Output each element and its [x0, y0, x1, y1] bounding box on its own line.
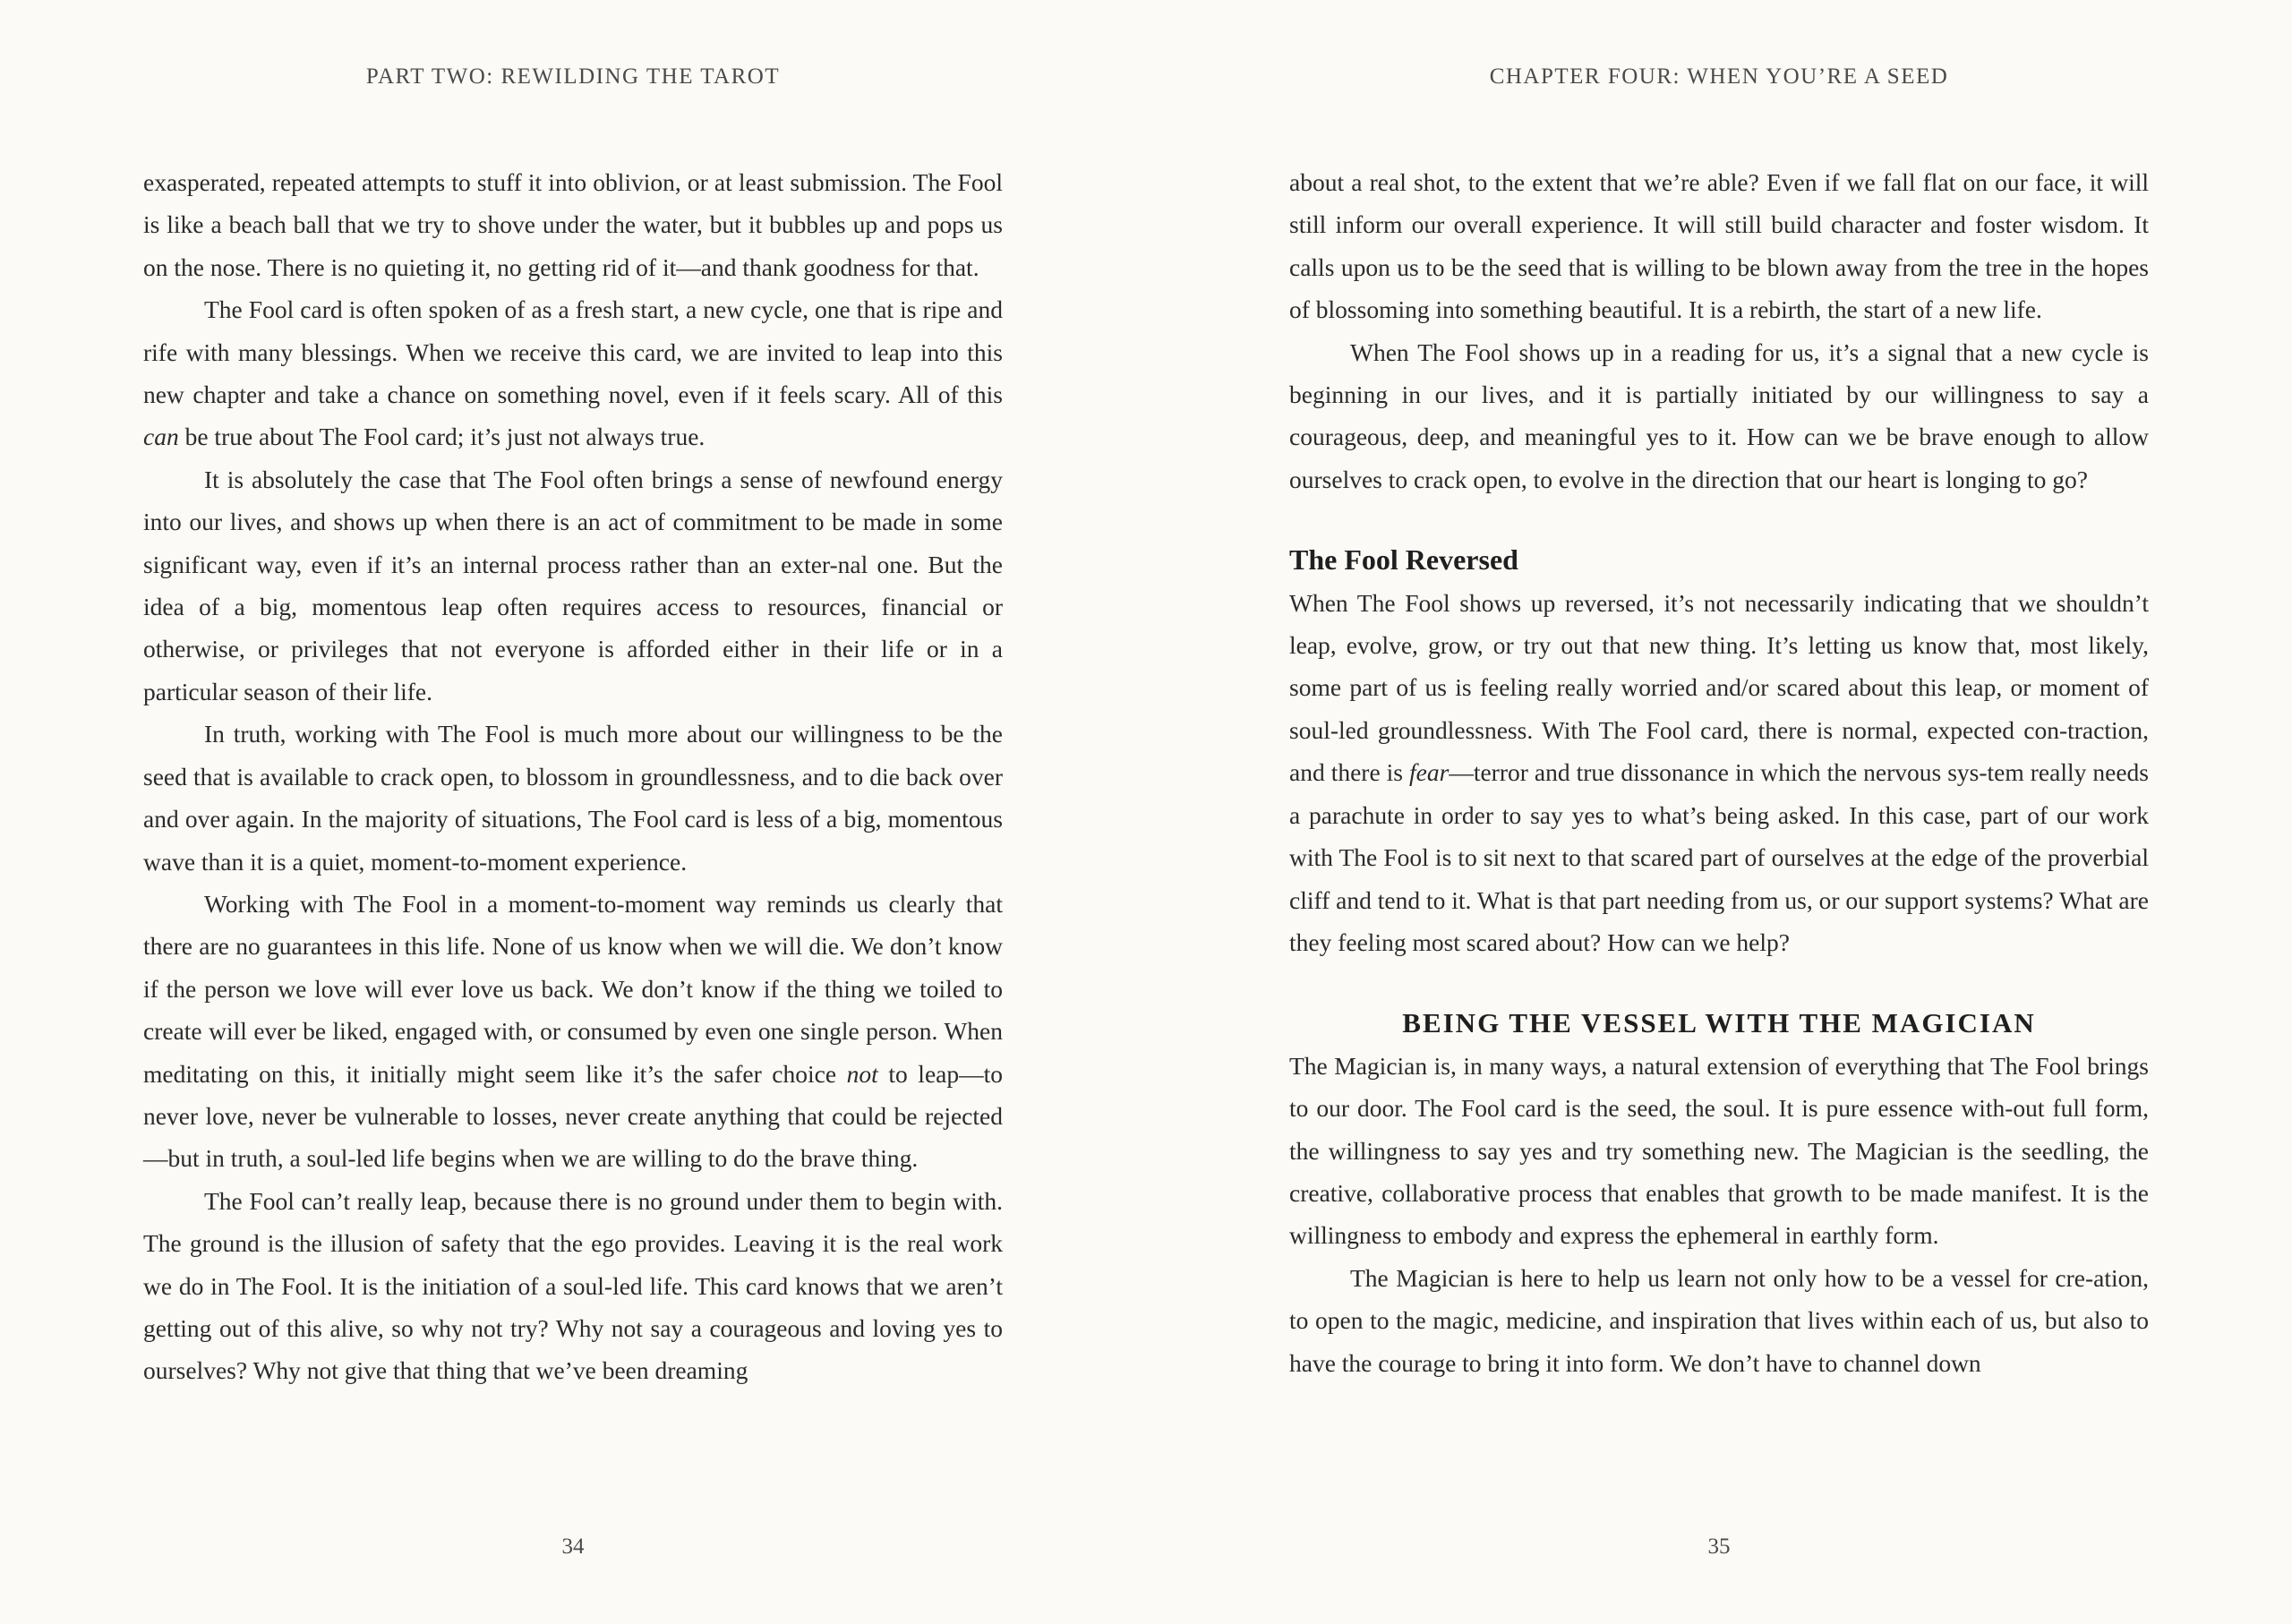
paragraph: The Fool can’t really leap, because there is no ground under them to begin with. The ground is the illusion of safety that the ego provides. Leaving it is the real work we do in The Fool. It is the initiation of a soul-led life. This card knows that we aren’t getting out of this alive, so why not try? Why not say a courageous and loving yes to ourselves? Why not give that thing that we’ve been dreaming: [143, 1186, 1003, 1385]
page-number: 34: [561, 1534, 585, 1559]
subheading: The Fool Reversed: [1289, 543, 1518, 577]
paragraph: When The Fool shows up in a reading for us, it’s a signal that a new cycle is beginning in our lives, and it is partially initiated by our willingness to say a courageous, deep, and meaningful yes to it. How can we be brave enough to allow ourselves to crack open, to evolve in the direction that our heart is longing to go?: [1289, 338, 2149, 493]
running-head: CHAPTER FOUR: WHEN YOU’RE A SEED: [1489, 64, 1949, 89]
right-page: [1146, 0, 2292, 1624]
body-text: [143, 161, 1003, 1392]
paragraph: exasperated, repeated attempts to stuff it into oblivion, or at least submission. The Fool is like a beach ball that we try to shove under the water, but it bubbles up and pops us on the nose. There is no quieting it, no getting rid of it—and thank goodness for that.: [143, 168, 1003, 281]
emphasis: fear: [1409, 758, 1450, 787]
paragraph: about a real shot, to the extent that we’re able? Even if we fall flat on our face, it will still inform our overall experience. It will still build character and foster wisdom. It calls upon us to be the seed that is willing to be blown away from the tree in the hopes of blossoming into something beautiful. It is a rebirth, the start of a new life.: [1289, 168, 2149, 324]
section-title: BEING THE VESSEL WITH THE MAGICIAN: [1402, 1007, 2036, 1039]
paragraph: It is absolutely the case that The Fool often brings a sense of newfound energy into our lives, and shows up when there is an act of commitment to be made in some significant way, even if it’s an internal process rather than an exter-nal one. But the idea of a big, momentous leap often requires access to resources, financial or otherwise, or privileges that not everyone is afforded either in their life or in a particular season of their life.: [143, 465, 1003, 705]
page-number: 35: [1707, 1534, 1731, 1559]
paragraph: The Magician is here to help us learn not only how to be a vessel for cre-ation, to open to the magic, medicine, and inspiration that lives within each of us, but also to have the courage to bring it into form. We don’t have to channel down: [1289, 1263, 2149, 1377]
paragraph: The Magician is, in many ways, a natural extension of everything that The Fool brings to our door. The Fool card is the seed, the soul. It is pure essence with-out full form, the willingness to say yes and try something new. The Magician is the seedling, the creative, collaborative process that enables that growth to be made manifest. It is the willingness to embody and express the ephemeral in earthly form.: [1289, 1051, 2149, 1250]
emphasis: not: [846, 1059, 878, 1088]
paragraph: When The Fool shows up reversed, it’s not necessarily indicating that we shouldn’t leap, evolve, grow, or try out that new thing. It’s letting us know that, most likely, some part of us is feeling really worried and/or scared about this leap, or moment of soul-led groundlessness. With The Fool card, there is normal, expected con-traction, and there is fear—terror and true dissonance in which the nervous sys-tem really needs a parachute in order to say yes to what’s being asked. In this case, part of our work with The Fool is to sit next to that scared part of ourselves at the edge of the proverbial cliff and tend to it. What is that part needing from us, or our support systems? What are they feeling most scared about? How can we help?: [1289, 588, 2149, 956]
running-head: PART TWO: REWILDING THE TAROT: [365, 64, 781, 89]
paragraph: In truth, working with The Fool is much more about our willingness to be the seed that is available to crack open, to blossom in groundlessness, and to die back over and over again. In the majority of situations, The Fool card is less of a big, momentous wave than it is a quiet, moment-to-moment experience.: [143, 720, 1003, 876]
paragraph: Working with The Fool in a moment-to-moment way reminds us clearly that there are no guarantees in this life. None of us know when we will die. We don’t know if the person we love will ever love us back. We don’t know if the thing we toiled to create will ever be liked, engaged with, or consumed by even one single person. When meditating on this, it initially might seem like it’s the safer choice not to leap—to never love, never be vulnerable to losses, never create anything that could be rejected—but in truth, a soul-led life begins when we are willing to do the brave thing.: [143, 889, 1003, 1173]
paragraph: The Fool card is often spoken of as a fresh start, a new cycle, one that is ripe and rife with many blessings. When we receive this card, we are invited to leap into this new chapter and take a chance on something novel, even if it feels scary. All of this can be true about The Fool card; it’s just not always true.: [143, 295, 1003, 451]
body-text: [1289, 161, 2149, 1384]
emphasis: can: [143, 423, 179, 451]
